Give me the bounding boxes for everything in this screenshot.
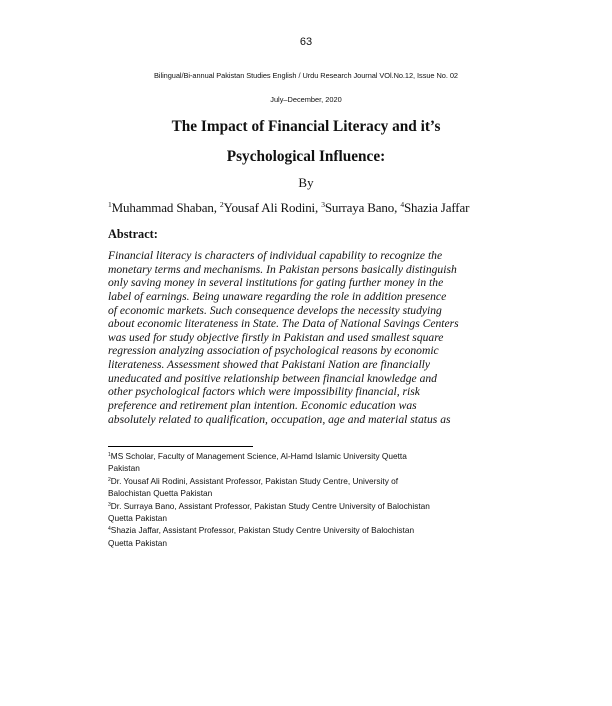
author-affiliation-marker: 1 (108, 200, 112, 209)
abstract-line: was used for study objective firstly in Pakistan and used smallest square (108, 330, 444, 344)
author-affiliation-marker: 3 (321, 200, 325, 209)
footnote-continuation: Quetta Pakistan (108, 512, 168, 523)
author-name: Surraya Bano, (324, 200, 401, 215)
abstract-line: label of earnings. Being unaware regarding the role in addition presence (108, 289, 447, 303)
abstract-line: monetary terms and mechanisms. In Pakistan persons basically distinguish (108, 262, 457, 276)
author-name: Yousaf Ali Rodini, (223, 200, 322, 215)
author-name: Shazia Jaffar (403, 200, 470, 215)
footnote-text: Dr. Yousaf Ali Rodini, Assistant Professor, Pakistan Study Centre, University of (110, 475, 399, 486)
abstract-line: only saving money in several institutions for gating further money in the (108, 276, 444, 290)
author (400, 200, 469, 215)
author-name: Muhammad Shaban, (111, 200, 220, 215)
footnote-separator (108, 446, 253, 447)
footnote-marker: 3 (108, 501, 111, 508)
abstract-line: of economic markets. Such consequence develops the necessity studying (108, 303, 442, 317)
author (321, 200, 400, 215)
footnotes (108, 450, 488, 549)
abstract-line: preference and retirement plan intention. Economic education was (108, 399, 417, 413)
footnote-continuation: Balochistan Quetta Pakistan (108, 488, 213, 499)
page-number: 63 (299, 36, 313, 48)
abstract-line: uneducated and positive relationship between financial knowledge and (108, 371, 437, 385)
footnote (108, 475, 488, 487)
footnote (108, 500, 488, 512)
footnote-text: Dr. Surraya Bano, Assistant Professor, Pakistan Study Centre University of Balochistan (110, 500, 430, 511)
footnote-marker: 2 (108, 476, 111, 483)
article-title-line-1: The Impact of Financial Literacy and it’s (171, 118, 441, 135)
footnote-marker: 1 (108, 452, 111, 458)
abstract-line: other psychological factors which were impossibility financial, risk (108, 385, 420, 399)
author-affiliation-marker: 2 (219, 200, 224, 209)
author-affiliation-marker: 4 (400, 200, 404, 209)
author (220, 200, 321, 215)
footnote-continuation: Quetta Pakistan (108, 537, 168, 548)
footnote-text: Shazia Jaffar, Assistant Professor, Pakistan Study Centre University of Balochistan (110, 525, 415, 536)
footnote-continuation: Pakistan (108, 463, 140, 474)
author (108, 200, 220, 215)
abstract-line: literateness. Assessment showed that Pakistani Nation are financially (108, 358, 431, 372)
footnote-text: MS Scholar, Faculty of Management Science, Al-Hamd Islamic University Quetta (110, 451, 407, 461)
author-list (108, 200, 508, 216)
journal-header: Bilingual/Bi-annual Pakistan Studies English / Urdu Research Journal VOl.No.12, Issue No. 02 (154, 71, 458, 80)
abstract-body (108, 249, 468, 426)
footnote (108, 524, 488, 536)
footnote (108, 450, 488, 462)
abstract-line: regression analyzing association of psychological reasons by economic (108, 344, 439, 358)
article-title-line-2: Psychological Influence: (226, 148, 386, 165)
abstract-line: Financial literacy is characters of individual capability to recognize the (108, 249, 443, 262)
issue-date: July–December, 2020 (270, 95, 342, 104)
abstract-heading: Abstract: (108, 227, 158, 241)
abstract-line: absolutely related to qualification, occupation, age and material status as (108, 412, 451, 426)
footnote-marker: 4 (108, 526, 111, 533)
abstract-line: about economic literateness in State. The Data of National Savings Centers (108, 317, 459, 331)
by-label: By (298, 175, 314, 190)
